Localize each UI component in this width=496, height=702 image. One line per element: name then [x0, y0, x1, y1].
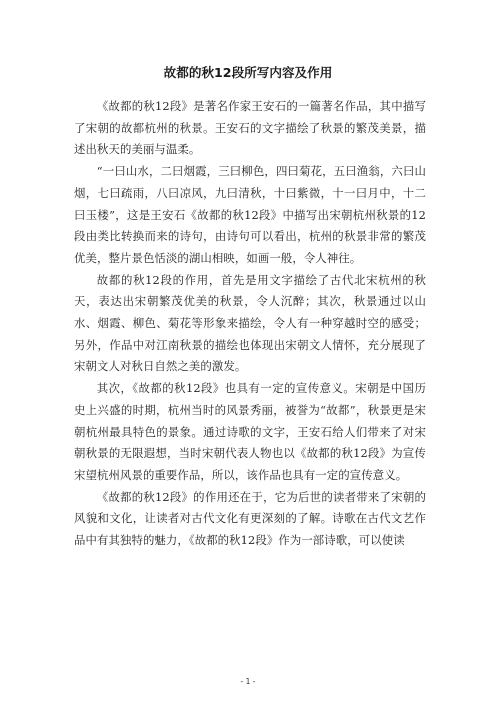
paragraph-1: 《故都的秋12段》是著名作家王安石的一篇著名作品，其中描写了宋朝的故都杭州的秋景。王安石的文字描绘了秋景的繁茂美景，描述出秋天的美丽与温柔。: [74, 99, 426, 157]
page-number: - 1 -: [240, 677, 256, 686]
paragraph-3: 故都的秋12段的作用，首先是用文字描绘了古代北宋杭州的秋天，表达出宋朝繁茂优美的秋景，令人沉醉；其次，秋景通过以山水、烟霞、柳色、菊花等形象来描绘，令人有一种穿越时空的感受；另外，作品中对江南秋景的描绘也体现出宋朝文人情怀，充分展现了宋朝文人对秋日自然之美的激发。: [74, 272, 426, 374]
paragraph-2: “一曰山水，二曰烟霞，三曰柳色，四曰菊花，五曰渔翁，六曰山烟，七曰疏雨，八曰凉风，九曰清秋，十曰紫微，十一曰月中，十二曰玉楼”，这是王安石《故都的秋12段》中描写出宋朝杭州秋景的12段由类比转换而来的诗句，由诗句可以看出，杭州的秋景非常的繁茂优美，整片景色恬淡的湖山相映，如画一般，令人神往。: [74, 164, 426, 265]
document-body: [74, 96, 426, 552]
paragraph-5: 《故都的秋12段》的作用还在于，它为后世的读者带来了宋朝的风貌和文化，让读者对古代文化有更深刻的了解。诗歌在古代文艺作品中有其独特的魅力，《故都的秋12段》作为一部诗歌，可以使读: [74, 489, 426, 548]
paragraph-4: 其次，《故都的秋12段》也具有一定的宣传意义。宋朝是中国历史上兴盛的时期，杭州当时的风景秀丽，被誉为“故都”，秋景更是宋朝杭州最具特色的景象。通过诗歌的文字，王安石给人们带来了对宋朝秋景的无限遐想，当时宋朝代表人物也以《故都的秋12段》为宣传宋望杭州风景的重要作品，所以，该作品也具有一定的宣传意义。: [74, 381, 426, 482]
document-title: 故都的秋12段所写内容及作用: [163, 65, 333, 80]
